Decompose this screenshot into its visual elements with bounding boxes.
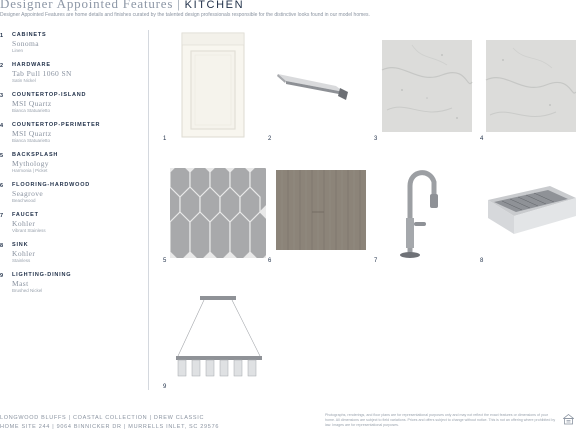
tile-cabinet (160, 30, 266, 146)
tile-lighting (160, 290, 280, 400)
footer-disclaimer: Photographs, renderings, and floor plans are for representational purposes only and may not reflect the exact features or dimensions of your home. All dimensions are subject to field variations. Prices and offers subject to change without notice. This is not an offering where prohibited by law. Images are for representational purposes. (325, 413, 556, 427)
feature-flooring-hardwood (0, 182, 135, 212)
feature-category: LIGHTING-DINING (12, 272, 72, 278)
quartz-image (478, 30, 576, 140)
tile-number: 3 (374, 136, 378, 142)
feature-category: COUNTERTOP-PERIMETER (12, 122, 101, 128)
feature-finish: Brushed Nickel (12, 288, 43, 293)
feature-lighting-dining (0, 272, 135, 302)
feature-finish: Harmonia | Picket (12, 168, 48, 173)
feature-number: 4 (0, 123, 4, 129)
tile-number: 8 (480, 258, 484, 264)
feature-category: CABINETS (12, 32, 47, 38)
feature-name: MSI Quartz (12, 129, 52, 138)
feature-category: FAUCET (12, 212, 39, 218)
feature-number: 5 (0, 153, 4, 159)
feature-category: SINK (12, 242, 29, 248)
feature-category: COUNTERTOP-ISLAND (12, 92, 87, 98)
tile-number: 7 (374, 258, 378, 264)
feature-category: FLOORING-HARDWOOD (12, 182, 91, 188)
feature-finish: Satin Nickel (12, 78, 36, 83)
tile-countertop-island (372, 30, 478, 146)
equal-housing-icon (563, 414, 574, 425)
tab-pull-image (266, 30, 372, 140)
feature-name: Kohler (12, 219, 36, 228)
feature-finish: Bianca Statuarietto (12, 138, 51, 143)
tile-sink (478, 160, 576, 276)
feature-number: 2 (0, 63, 4, 69)
feature-name: Sonoma (12, 39, 39, 48)
feature-number: 3 (0, 93, 4, 99)
tile-number: 4 (480, 136, 484, 142)
faucet-image (372, 160, 478, 270)
cabinet-image (160, 30, 266, 140)
feature-number: 9 (0, 273, 4, 279)
tile-number: 6 (268, 258, 272, 264)
feature-countertop-perimeter (0, 122, 135, 152)
feature-number: 7 (0, 213, 4, 219)
feature-name: Kohler (12, 249, 36, 258)
chandelier-image (160, 290, 280, 390)
feature-category: BACKSPLASH (12, 152, 59, 158)
feature-number: 8 (0, 243, 4, 249)
footer-community (0, 414, 219, 432)
feature-finish: Stainless (12, 258, 31, 263)
title-separator: | (177, 0, 181, 11)
feature-backsplash (0, 152, 135, 182)
tile-backsplash (160, 160, 266, 276)
feature-name: Tab Pull 1060 SN (12, 69, 72, 78)
tile-faucet (372, 160, 478, 276)
tile-number: 5 (163, 258, 167, 264)
feature-cabinets (0, 32, 135, 62)
feature-finish: Beachwood (12, 198, 36, 203)
room-name: KITCHEN (184, 0, 245, 11)
footer-line-2: HOME SITE 244 | 9064 BINNICKER DR | MURRELLS INLET, SC 29576 (0, 424, 220, 430)
picket-tile-image (160, 160, 266, 270)
tile-flooring (266, 160, 372, 276)
feature-name: Seagrove (12, 189, 44, 198)
feature-name: MSI Quartz (12, 99, 52, 108)
feature-category: HARDWARE (12, 62, 51, 68)
feature-finish: Bianca Statuarietto (12, 108, 51, 113)
features-list (0, 32, 135, 302)
quartz-image (372, 30, 478, 140)
feature-name: Mythology (12, 159, 49, 168)
page-title (0, 0, 244, 12)
feature-finish: Linen (12, 48, 24, 53)
tile-hardware (266, 30, 372, 146)
feature-faucet (0, 212, 135, 242)
feature-sink (0, 242, 135, 272)
tile-number: 9 (163, 384, 167, 390)
footer-line-1: LONGWOOD BLUFFS | COASTAL COLLECTION | DREW CLASSIC (0, 415, 205, 421)
title-text: Designer Appointed Features (0, 0, 174, 11)
tile-countertop-perimeter (478, 30, 576, 146)
tile-number: 2 (268, 136, 272, 142)
feature-finish: Vibrant Stainless (12, 228, 46, 233)
feature-hardware (0, 62, 135, 92)
vertical-divider (148, 30, 149, 390)
sink-image (478, 160, 576, 270)
feature-name: Mast (12, 279, 29, 288)
feature-number: 1 (0, 33, 4, 39)
feature-number: 6 (0, 183, 4, 189)
feature-countertop-island (0, 92, 135, 122)
tile-number: 1 (163, 136, 167, 142)
hardwood-image (266, 160, 372, 270)
page-subtitle: Designer Appointed Features are home details and finishes curated by the talented design professionals responsible for the distinctive looks found in our model homes. (0, 12, 370, 18)
